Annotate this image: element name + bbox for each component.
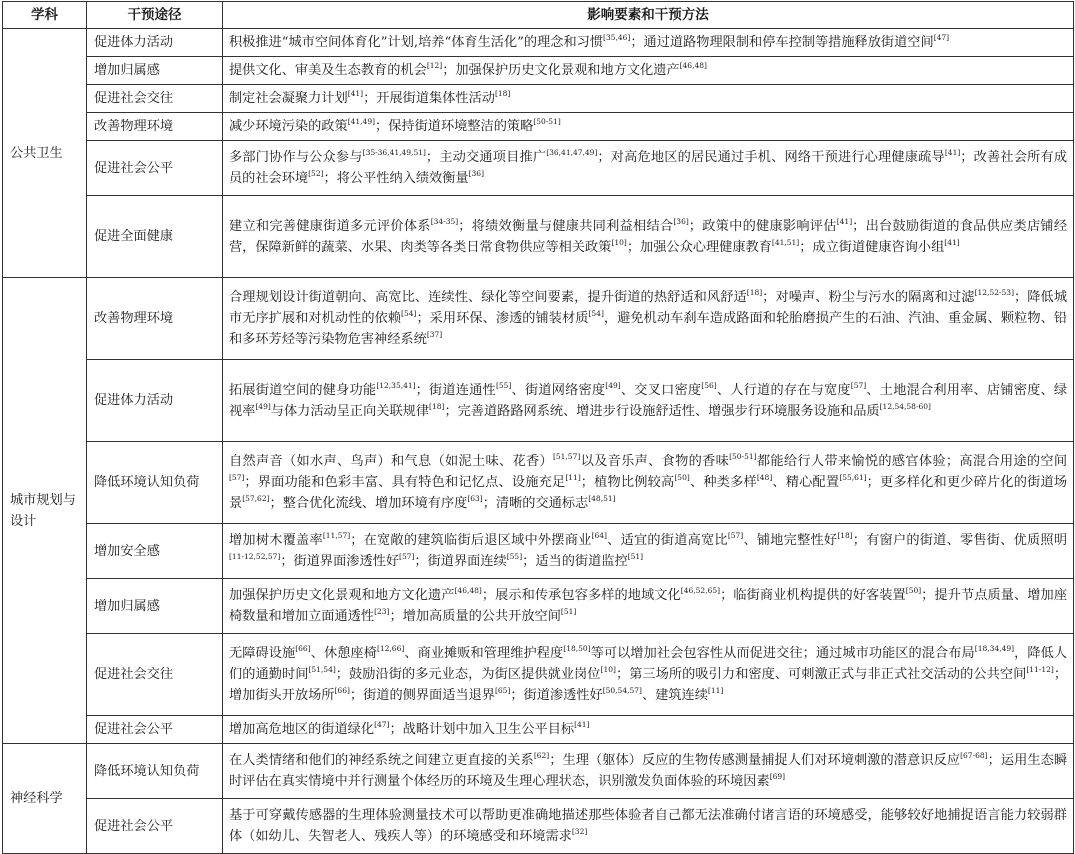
method-text: 、铺地完整性好 <box>743 533 838 548</box>
citation-ref: [54] <box>588 309 604 318</box>
citation-ref: [23] <box>374 607 390 616</box>
method-text: ；整合优化流线、增加环境有序度 <box>269 496 468 511</box>
intervention-path-cell: 增加安全感 <box>87 524 223 579</box>
intervention-path-cell: 促进全面健康 <box>87 196 223 278</box>
intervention-path-cell: 促进社会公平 <box>87 799 223 854</box>
factors-methods-cell <box>223 113 1074 141</box>
method-text: 、精心配置 <box>772 475 840 490</box>
method-text: 加强保护历史文化景观和地方文化遗产 <box>229 588 455 603</box>
intervention-path-cell: 促进社会交往 <box>87 85 223 113</box>
factors-methods-cell <box>223 85 1074 113</box>
citation-ref: [35-36,41,49,51] <box>362 148 426 157</box>
factors-methods-cell <box>223 57 1074 85</box>
factors-methods-cell <box>223 634 1074 716</box>
citation-ref: [18] <box>494 89 511 98</box>
method-text: ；临街商业机构提供的好客装置 <box>720 588 906 603</box>
header-factors-methods: 影响要素和干预方法 <box>223 2 1074 29</box>
method-text: ；将绩效衡量与健康共同利益相结合 <box>458 218 674 234</box>
factors-methods-cell <box>223 29 1074 57</box>
table-row <box>3 196 1074 278</box>
citation-ref: [47] <box>374 720 390 729</box>
factors-methods-cell <box>223 744 1074 799</box>
citation-ref: [48] <box>756 473 773 482</box>
factors-methods-cell <box>223 141 1074 196</box>
method-text: 增加高危地区的街道绿化 <box>229 722 375 737</box>
method-text: ；清晰的交通标志 <box>482 496 589 511</box>
method-text: ；街道界面渗透性好 <box>280 554 400 569</box>
method-text: 增加树木覆盖率 <box>229 533 323 548</box>
method-text: 、适宜的街道高宽比 <box>606 533 728 548</box>
method-text: ；街道连通性 <box>415 382 496 398</box>
table-row <box>3 579 1074 634</box>
intervention-path-cell: 改善物理环境 <box>87 278 223 360</box>
method-text: ；主动交通项目推广 <box>425 150 547 165</box>
method-text: 无障碍设施 <box>229 646 296 661</box>
citation-ref: [46,48] <box>679 61 707 70</box>
factors-methods-cell <box>223 442 1074 524</box>
discipline-cell: 神经科学 <box>3 744 87 854</box>
method-text: ；第三场所的吸引力和密度、可刺激正式与非正式社交活动的公共空间 <box>615 667 1027 682</box>
method-text: 与体力活动呈正向关联规律 <box>270 403 430 419</box>
method-text: 基于可穿戴传感器的生理体验测量技术可以帮助更准确地描述那些体验者自己都无法准确付诸言语的环境感受，能够较好地捕捉语言能力较弱群体（如幼儿、失智老人、残疾人等）的环境感受和环境需求 <box>229 808 1067 844</box>
intervention-path-cell: 改善物理环境 <box>87 113 223 141</box>
method-text: 多部门协作与公众参与 <box>229 150 363 165</box>
method-text: ；保持街道环境整洁的策略 <box>375 119 534 134</box>
method-text: ；增加街头开放场所 <box>229 667 1068 703</box>
header-intervention-path: 干预途径 <box>87 2 223 29</box>
citation-ref: [41] <box>944 148 961 157</box>
factors-methods-cell <box>223 716 1074 744</box>
citation-ref: [11] <box>707 686 724 695</box>
method-text: ；将公平性纳入绩效衡量 <box>323 171 469 186</box>
method-text: ；更多样化和更少碎片化的街道场景 <box>229 475 1068 511</box>
method-text: ；街道渗透性好 <box>510 688 603 703</box>
citation-ref: [41,49] <box>347 117 376 126</box>
citation-ref: [50-51] <box>729 452 757 461</box>
citation-ref: [51,57] <box>552 452 581 461</box>
citation-ref: [10] <box>600 665 616 674</box>
method-text: 制定社会凝聚力计划 <box>229 91 348 106</box>
citation-ref: [69] <box>769 772 786 781</box>
method-text: 、种类多样 <box>689 475 757 490</box>
intervention-path-cell: 降低环境认知负荷 <box>87 744 223 799</box>
intervention-path-cell: 促进体力活动 <box>87 29 223 57</box>
citation-ref: [46,48] <box>454 586 482 595</box>
method-text: ；在宽敞的建筑临街后退区域中外摆商业 <box>350 533 592 548</box>
citation-ref: [65] <box>494 686 511 695</box>
method-text: 以及音乐声、食物的香味 <box>580 454 730 469</box>
method-text: 积极推进“城市空间体育化”计划,培养“体育生活化”的理念和习惯 <box>229 35 604 50</box>
discipline-cell: 城市规划与设计 <box>3 278 87 744</box>
citation-ref: [57] <box>727 531 744 540</box>
citation-ref: [36,41,47,49] <box>546 148 598 157</box>
method-text: 在人类情绪和他们的神经系统之间建立更直接的关系 <box>229 753 534 768</box>
table-body <box>3 29 1074 854</box>
method-text: ；完善道路路网系统、增进步行设施舒适性、增强步行环境服务设施和品质 <box>444 403 880 419</box>
citation-ref: [66] <box>334 686 350 695</box>
citation-ref: [12,54,58-60] <box>879 401 931 411</box>
citation-ref: [12,66] <box>376 644 405 653</box>
method-text: 、街道网络密度 <box>511 382 606 398</box>
method-text: 、土地混合利用率、店铺密度、绿视率 <box>229 382 1068 419</box>
intervention-path-cell: 促进社会交往 <box>87 634 223 716</box>
citation-ref: [57,62] <box>242 494 270 503</box>
citation-ref: [55] <box>506 552 523 561</box>
method-text: ，降低人们的通勤时间 <box>229 646 1068 682</box>
factors-methods-cell <box>223 524 1074 579</box>
discipline-cell: 公共卫生 <box>3 29 87 278</box>
table-row <box>3 442 1074 524</box>
method-text: 都能给行人带来愉悦的感官体验；高混合用途的空间 <box>756 454 1068 469</box>
intervention-path-cell: 增加归属感 <box>87 57 223 85</box>
table-row <box>3 744 1074 799</box>
method-text: ；对噪声、粉尘与污水的隔离和过滤 <box>762 290 975 305</box>
citation-ref: [50,54,57] <box>602 686 642 695</box>
method-text: ；界面功能和色彩丰富、具有特色和记忆点、设施充足 <box>244 475 566 490</box>
citation-ref: [12,35,41] <box>376 380 416 390</box>
intervention-path-cell: 促进社会公平 <box>87 716 223 744</box>
table-row <box>3 141 1074 196</box>
table-row <box>3 278 1074 360</box>
method-text: ，避免机动车刹车造成路面和轮胎磨损产生的石油、汽油、重金属、颗粒物、铅和多环芳烃等污染物危害神经系统 <box>229 311 1068 347</box>
citation-ref: [64] <box>591 531 607 540</box>
citation-ref: [18] <box>429 401 445 411</box>
citation-ref: [41] <box>574 720 590 729</box>
citation-ref: [51] <box>627 552 644 561</box>
header-discipline: 学科 <box>3 2 87 29</box>
citation-ref: [18] <box>837 531 853 540</box>
method-text: 建立和完善健康街道多元评价体系 <box>229 218 431 234</box>
intervention-path-cell: 增加归属感 <box>87 579 223 634</box>
method-text: ；增加高质量的公共开放空间 <box>389 609 561 624</box>
method-text: ；鼓励沿街的多元业态，为街区提供就业岗位 <box>335 667 601 682</box>
method-text: ；适当的街道监控 <box>522 554 628 569</box>
citation-ref: [41,51] <box>771 237 800 247</box>
intervention-path-cell: 降低环境认知负荷 <box>87 442 223 524</box>
citation-ref: [55] <box>495 380 512 390</box>
citation-ref: [51] <box>560 607 577 616</box>
method-text: 、交叉口密度 <box>620 382 702 398</box>
table-row <box>3 57 1074 85</box>
table-row <box>3 113 1074 141</box>
citation-ref: [54] <box>401 309 417 318</box>
citation-ref: [10] <box>611 237 627 247</box>
citation-ref: [11,57] <box>322 531 351 540</box>
citation-ref: [49] <box>605 380 621 390</box>
table-row <box>3 634 1074 716</box>
method-text: ；加强公众心理健康教育 <box>626 239 772 255</box>
method-text: ；开展街道集体性活动 <box>363 91 495 106</box>
method-text: ；植物比例较高 <box>580 475 675 490</box>
citation-ref: [57] <box>850 380 867 390</box>
citation-ref: [36] <box>468 169 484 178</box>
citation-ref: [37] <box>426 330 443 339</box>
table-header-row <box>3 2 1074 29</box>
citation-ref: [55,61] <box>839 473 867 482</box>
method-text: ；战略计划中加入卫生公平目标 <box>389 722 575 737</box>
method-text: ；提升节点质量、增加座椅数量和增加立面通透性 <box>229 588 1068 624</box>
citation-ref: [36] <box>673 216 689 226</box>
table-row <box>3 524 1074 579</box>
method-text: 减少环境污染的政策 <box>229 119 348 134</box>
method-text: 提供文化、审美及生态教育的机会 <box>229 63 427 78</box>
method-text: 、休憩座椅 <box>310 646 377 661</box>
intervention-path-cell: 促进社会公平 <box>87 141 223 196</box>
method-text: ；对高危地区的居民通过手机、网络干预进行心理健康疏导 <box>597 150 945 165</box>
intervention-table <box>2 1 1074 854</box>
citation-ref: [56] <box>701 380 717 390</box>
method-text: ；运用生态瞬时评估在真实情境中并行测量个体经历的环境及生理心理状态，识别激发负面体验的环境因素 <box>229 753 1068 789</box>
citation-ref: [51,54] <box>308 665 336 674</box>
intervention-path-cell: 促进体力活动 <box>87 360 223 442</box>
citation-ref: [46,52,65] <box>680 586 721 595</box>
citation-ref: [41] <box>347 89 364 98</box>
citation-ref: [57] <box>229 473 245 482</box>
citation-ref: [52] <box>308 169 324 178</box>
table-row <box>3 29 1074 57</box>
citation-ref: [32] <box>571 827 588 836</box>
citation-ref: [50] <box>905 586 922 595</box>
method-text: 拓展街道空间的健身功能 <box>229 382 377 398</box>
method-text: ；生理（躯体）反应的生物传感测量捕捉人们对环境刺激的潜意识反应 <box>549 753 961 768</box>
citation-ref: [57] <box>399 552 415 561</box>
citation-ref: [41] <box>944 237 960 247</box>
method-text: 合理规划设计街道朝向、高宽比、连续性、绿化等空间要素，提升街道的热舒适和风舒适 <box>229 290 747 305</box>
method-text: 等可以增加社会包容性从而促进交往；通过城市功能区的混合布局 <box>590 646 975 661</box>
method-text: ；出台鼓励街道的食品供应类店铺经营，保障新鲜的蔬菜、水果、肉类等各类日常食物供应等相关政策 <box>229 218 1068 255</box>
citation-ref: [18] <box>746 288 763 297</box>
method-text: ；加强保护历史文化景观和地方文化遗产 <box>442 63 680 78</box>
citation-ref: [67-68] <box>960 751 988 760</box>
method-text: 、人行道的存在与宽度 <box>716 382 851 398</box>
method-text: 自然声音（如水声、鸟声）和气息（如泥土味、花香） <box>229 454 553 469</box>
factors-methods-cell <box>223 579 1074 634</box>
citation-ref: [47] <box>933 33 950 42</box>
method-text: 、建筑连续 <box>641 688 708 703</box>
citation-ref: [12] <box>426 61 443 70</box>
table-row <box>3 360 1074 442</box>
method-text: ；降低城市无序扩展和对机动性的依赖 <box>229 290 1068 326</box>
method-text: ；通过道路物理限制和停车控制等措施释放街道空间 <box>630 35 934 50</box>
citation-ref: [63] <box>467 494 483 503</box>
method-text: ；政策中的健康影响评估 <box>688 218 837 234</box>
citation-ref: [41] <box>836 216 853 226</box>
citation-ref: [50] <box>674 473 690 482</box>
method-text: ；有窗户的街道、零售街、优质照明 <box>852 533 1068 548</box>
method-text: ；展示和传承包容多样的地域文化 <box>481 588 681 603</box>
factors-methods-cell <box>223 196 1074 278</box>
factors-methods-cell <box>223 278 1074 360</box>
factors-methods-cell <box>223 360 1074 442</box>
citation-ref: [12,52-53] <box>974 288 1014 297</box>
method-text: 、商业摊贩和管理维护程度 <box>404 646 564 661</box>
method-text: ；街道的侧界面适当退界 <box>349 688 495 703</box>
citation-ref: [11-12,52,57] <box>229 552 281 561</box>
method-text: ；改善社会所有成员的社会环境 <box>229 150 1068 186</box>
table-row <box>3 716 1074 744</box>
method-text: ；街道界面连续 <box>414 554 507 569</box>
citation-ref: [66] <box>295 644 311 653</box>
citation-ref: [62] <box>533 751 550 760</box>
citation-ref: [11-12] <box>1026 665 1054 674</box>
citation-ref: [48,51] <box>588 494 616 503</box>
citation-ref: [18,34,49] <box>974 644 1015 653</box>
table-row <box>3 799 1074 854</box>
citation-ref: [35,46] <box>603 33 631 42</box>
citation-ref: [11] <box>565 473 581 482</box>
citation-ref: [49] <box>255 401 271 411</box>
citation-ref: [34-35] <box>430 216 459 226</box>
citation-ref: [18,50] <box>563 644 591 653</box>
method-text: ；成立街道健康咨询小组 <box>799 239 945 255</box>
method-text: ；采用环保、渗透的铺装材质 <box>416 311 589 326</box>
citation-ref: [50-51] <box>533 117 561 126</box>
table-row <box>3 85 1074 113</box>
factors-methods-cell <box>223 799 1074 854</box>
